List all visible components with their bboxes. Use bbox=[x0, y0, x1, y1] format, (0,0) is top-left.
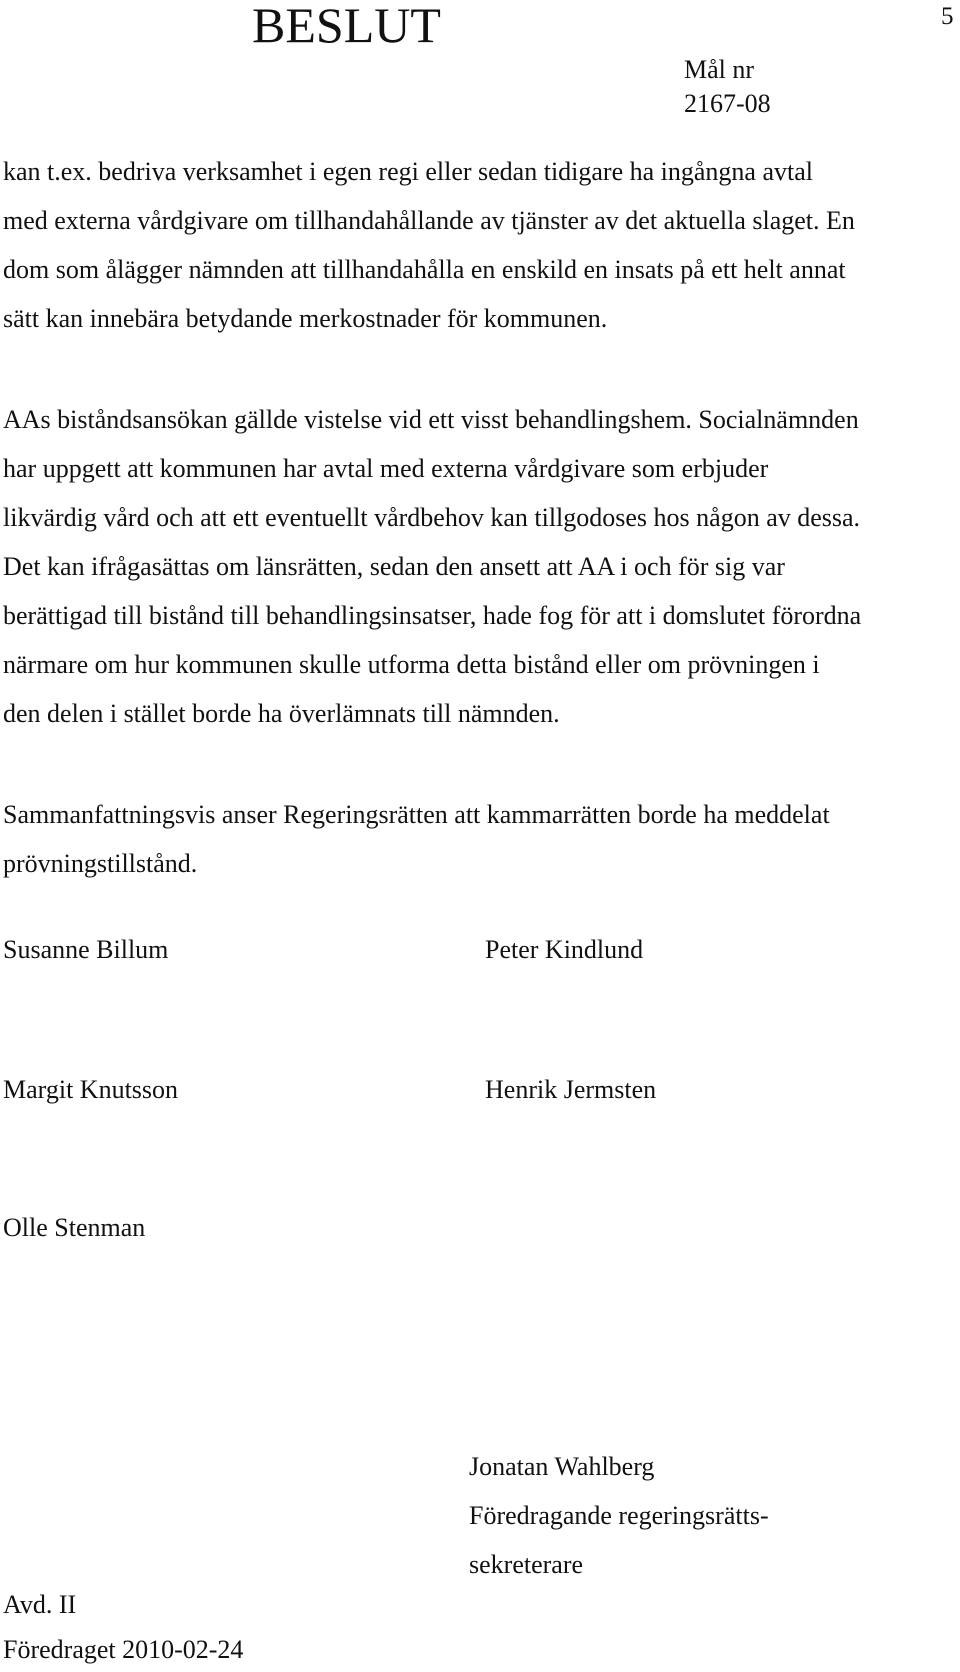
rapporteur-title: Föredragande regeringsrätts- bbox=[469, 1501, 769, 1530]
paragraph-2 bbox=[3, 395, 948, 738]
signature-peter-kindlund: Peter Kindlund bbox=[485, 935, 644, 964]
paragraph-line: sätt kan innebära betydande merkostnader för kommunen. bbox=[3, 304, 608, 333]
paragraph-3 bbox=[3, 790, 948, 888]
presentation-date: Föredraget 2010-02-24 bbox=[3, 1635, 244, 1664]
paragraph-line: har uppgett att kommunen har avtal med externa vårdgivare som erbjuder bbox=[3, 454, 769, 483]
rapporteur-title-continued: sekreterare bbox=[469, 1550, 584, 1579]
signature-olle-stenman: Olle Stenman bbox=[3, 1213, 146, 1242]
case-number: 2167-08 bbox=[684, 89, 771, 118]
paragraph-line: likvärdig vård och att ett eventuellt vårdbehov kan tillgodoses hos någon av dessa. bbox=[3, 503, 861, 532]
paragraph-line: prövningstillstånd. bbox=[3, 849, 198, 878]
paragraph-line: närmare om hur kommunen skulle utforma detta bistånd eller om prövningen i bbox=[3, 650, 820, 679]
signature-susanne-billum: Susanne Billum bbox=[3, 935, 169, 964]
case-number-label: Mål nr bbox=[684, 55, 755, 84]
division-label: Avd. II bbox=[3, 1590, 77, 1619]
paragraph-line: Det kan ifrågasättas om länsrätten, sedan den ansett att AA i och för sig var bbox=[3, 552, 785, 581]
page-number: 5 bbox=[941, 3, 954, 30]
paragraph-line: med externa vårdgivare om tillhandahållande av tjänster av det aktuella slaget. En bbox=[3, 206, 855, 235]
rapporteur-name: Jonatan Wahlberg bbox=[469, 1452, 655, 1481]
paragraph-line: dom som ålägger nämnden att tillhandahålla en enskild en insats på ett helt annat bbox=[3, 255, 846, 284]
paragraph-line: kan t.ex. bedriva verksamhet i egen regi eller sedan tidigare ha ingångna avtal bbox=[3, 157, 813, 186]
signature-margit-knutsson: Margit Knutsson bbox=[3, 1075, 179, 1104]
rapporteur-block bbox=[469, 1442, 769, 1589]
signature-henrik-jermsten: Henrik Jermsten bbox=[485, 1075, 657, 1104]
paragraph-line: berättigad till bistånd till behandlingsinsatser, hade fog för att i domslutet förordna bbox=[3, 601, 862, 630]
paragraph-line: Sammanfattningsvis anser Regeringsrätten att kammarrätten borde ha meddelat bbox=[3, 800, 830, 829]
paragraph-line: den delen i stället borde ha överlämnats till nämnden. bbox=[3, 699, 560, 728]
document-title: BESLUT bbox=[252, 0, 441, 53]
paragraph-1 bbox=[3, 147, 948, 343]
paragraph-line: AAs biståndsansökan gällde vistelse vid ett visst behandlingshem. Socialnämnden bbox=[3, 405, 859, 434]
